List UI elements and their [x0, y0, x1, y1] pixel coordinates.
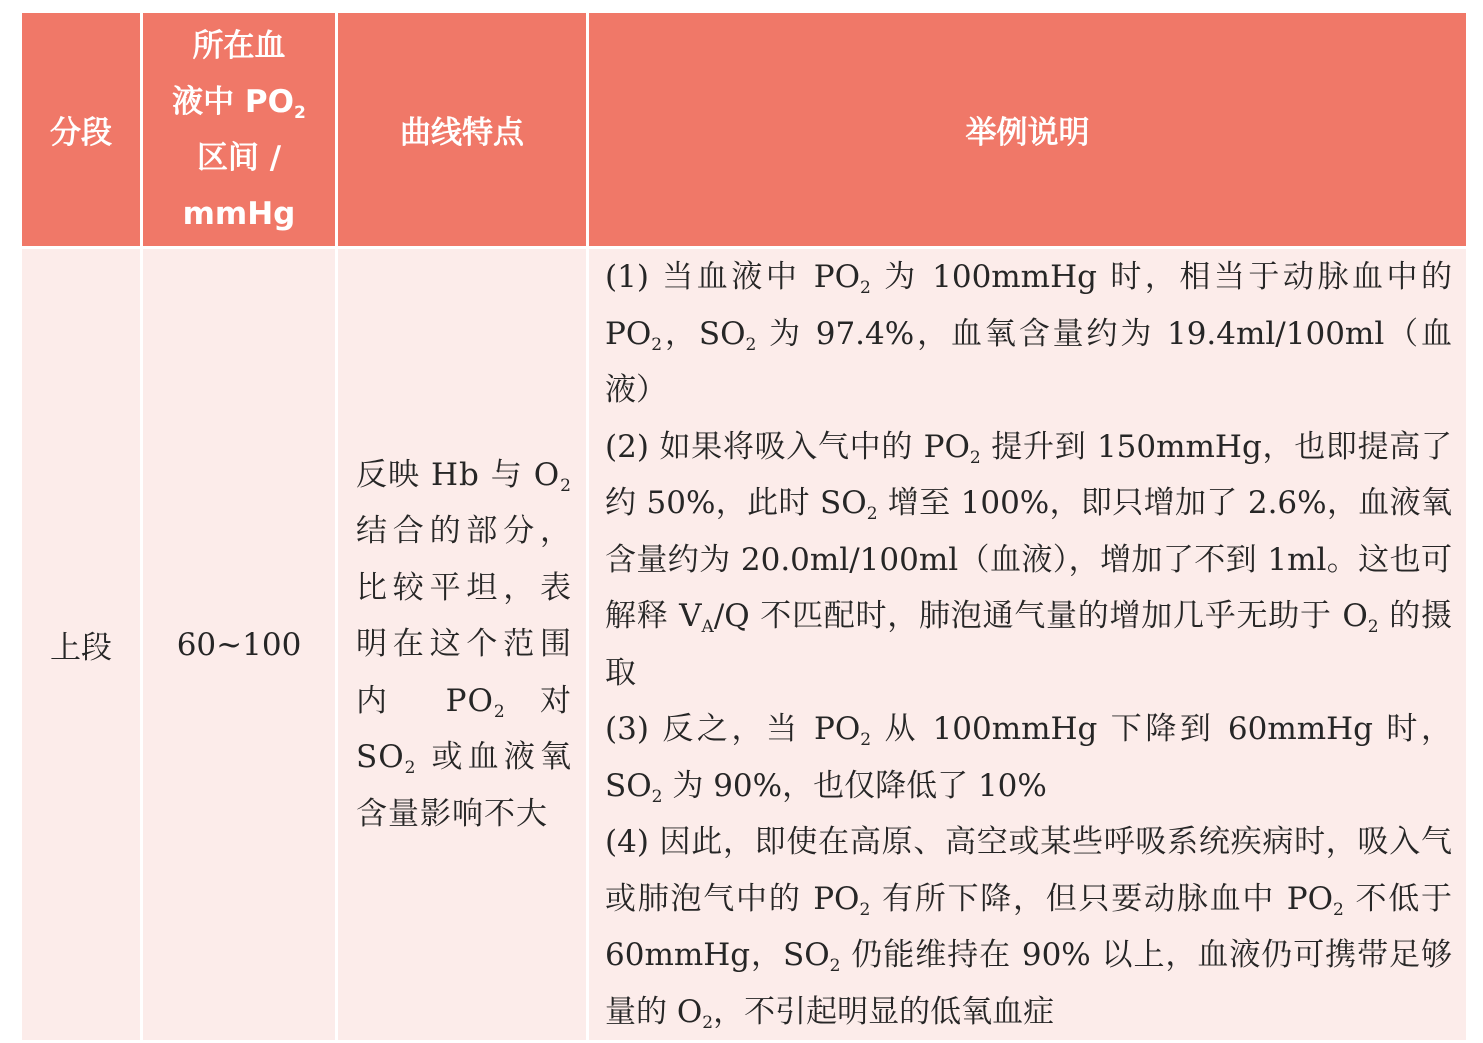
cell-curve-feature: 反映 Hb 与 $O_2$ 结合的部分，比较平坦，表明在这个范围内 $PO_2$ 对 $SO_2$ 或血液氧含量影响不大	[337, 248, 588, 1042]
header-curve-feature: 曲线特点	[337, 12, 588, 248]
oxygen-curve-table	[19, 10, 1469, 1043]
header-segment: 分段	[21, 12, 142, 248]
example-item-1: (1) 当血液中 $PO_2$ 为 100mmHg 时，相当于动脉血中的 $PO_2$，$SO_2$ 为 97.4%，血氧含量约为 19.4ml/100ml（血液）	[605, 259, 1452, 408]
cell-range: 60~100	[142, 248, 337, 1042]
example-item-4: (4) 因此，即使在高原、高空或某些呼吸系统疾病时，吸入气或肺泡气中的 $PO_2$ 有所下降，但只要动脉血中 $PO_2$ 不低于 60mmHg，$SO_2$ 仍能维持在 90% 以上，血液仍可携带足够量的 $O_2$，不引起明显的低氧血症	[605, 824, 1452, 1033]
example-item-2: (2) 如果将吸入气中的 $PO_2$ 提升到 150mmHg，也即提高了约 50%，此时 $SO_2$ 增至 100%，即只增加了 2.6%，血液氧含量约为 20.0ml/100ml（血液），增加了不到 1ml。这也可解释 $V_A/Q$ 不匹配时，肺泡通气量的增加几乎无助于 $O_2$ 的摄取	[605, 428, 1452, 691]
header-example: 举例说明	[588, 12, 1468, 248]
example-item-3: (3) 反之，当 $PO_2$ 从 100mmHg 下降到 60mmHg 时，$SO_2$ 为 90%，也仅降低了 10%	[605, 711, 1452, 807]
cell-segment: 上段	[21, 248, 142, 1042]
cell-example	[588, 248, 1468, 1042]
table-row	[21, 248, 1468, 1042]
header-row	[21, 12, 1468, 248]
header-po2-range: 所在血 液中 $PO_2$ 区间 / mmHg	[142, 12, 337, 248]
